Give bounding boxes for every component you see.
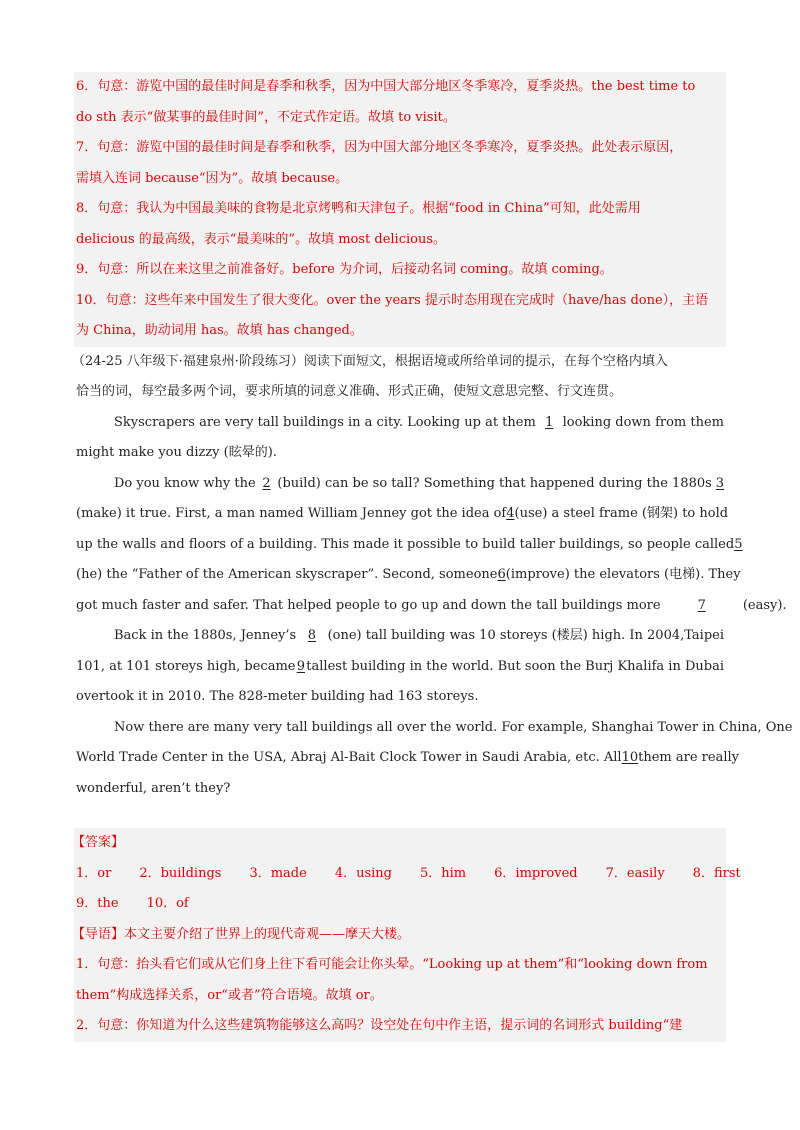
passage-p1-line-2: might make you dizzy (眩晕的). [76,445,277,460]
passage-p2-line-5: got much faster and safer. That helped people to go up and down the tall buildings more 7 (easy). [76,591,724,622]
passage [76,408,793,805]
answer-7: 7．easily [605,865,665,881]
passage-p2-line-1: Do you know why the 2 (build) can be so tall? Something that happened during the 1880s 3 [76,469,724,500]
blank-8: 8 [307,628,317,643]
exp-10-line-2: 为 China，助动词用 has。故填 has changed。 [76,323,363,338]
exp-1-line-2: them”构成选择关系，or“或者”符合语境。故填 or。 [76,987,383,1003]
passage-p1-line-1: Skyscrapers are very tall buildings in a city. Looking up at them 1 looking down from them [76,408,724,439]
answer-8: 8．first [692,865,741,881]
exp-1-line-1: 1．句意：抬头看它们或从它们身上往下看可能会让你头晕。“Looking up at them”和“looking down from [76,957,708,972]
answers-row-1 [76,859,741,890]
blank-1: 1 [545,414,554,430]
blank-2: 2 [262,475,271,491]
intro-line-1: （24-25 八年级下·福建泉州·阶段练习）阅读下面短文，根据语境或所给单词的提示，在每个空格内填入 [72,353,668,369]
passage-p2-line-4: (he) the “Father of the American skyscraper”. Second, someone 6 (improve) the elevators (电梯). They [76,560,724,591]
answer-4: 4．using [334,865,392,881]
intro-line-2: 恰当的词，每空最多两个词，要求所填的词意义准确、形式正确，使短文意思完整、行文连贯。 [76,384,623,399]
answer-3: 3．made [249,865,307,881]
blank-10: 10 [621,750,639,765]
exp-7-line-2: 需填入连词 because“因为”。故填 because。 [76,170,349,186]
guide-text: 【导语】本文主要介绍了世界上的现代奇观——摩天大楼。 [72,926,411,942]
blank-5: 5 [734,536,743,552]
blank-6: 6 [497,567,506,582]
answer-10: 10．of [146,896,189,911]
answer-heading: 【答案】 [72,835,125,850]
blank-7: 7 [697,597,706,613]
blank-9: 9 [296,658,306,674]
passage-p4-line-3: wonderful, aren’t they? [76,780,231,796]
explanation-block-top [74,72,726,347]
document-page [72,72,793,1042]
passage-p3-line-3: overtook it in 2010. The 828-meter building had 163 storeys. [76,689,479,704]
answer-1: 1．or [76,865,112,881]
passage-p4-line-1: Now there are many very tall buildings all over the world. For example, Shanghai Tower in China, One [114,719,793,735]
exp-8-line-1: 8．句意：我认为中国最美味的食物是北京烤鸭和天津包子。根据“food in China”可知，此处需用 [76,201,641,216]
passage-p2-line-2: (make) it true. First, a man named William Jenney got the idea of 4 (use) a steel frame (钢架) to hold [76,499,724,530]
passage-p2-line-3: up the walls and floors of a building. This made it possible to build taller buildings, so people called 5 [76,530,724,561]
exp-7-line-1: 7．句意：游览中国的最佳时间是春季和秋季，因为中国大部分地区冬季寒冷，夏季炎热。此处表示原因， [76,140,683,155]
passage-p4-line-2: World Trade Center in the USA, Abraj Al-Bait Clock Tower in Saudi Arabia, etc. All 10 them are really [76,743,724,774]
exp-6-line-2: do sth 表示“做某事的最佳时间”，不定式作定语。故填 to visit。 [76,109,456,125]
blank-4: 4 [506,506,515,521]
exp-8-line-2: delicious 的最高级，表示“最美味的”。故填 most delicious。 [76,231,447,247]
question-intro [72,347,724,408]
exp-10-line-1: 10．句意：这些年来中国发生了很大变化。over the years 提示时态用现在完成时（have/has done），主语 [76,292,709,308]
answer-5: 5．him [420,865,467,881]
answer-block [72,828,741,1042]
answer-6: 6．improved [494,865,578,881]
exp-6-line-1: 6．句意：游览中国的最佳时间是春季和秋季，因为中国大部分地区冬季寒冷，夏季炎热。the best time to [76,79,696,94]
exp-9-line-1: 9．句意：所以在来这里之前准备好。before 为介词，后接动名词 coming。故填 coming。 [76,262,613,277]
exp-2-line-1: 2．句意：你知道为什么这些建筑物能够这么高吗？设空处在句中作主语，提示词的名词形式 building“建 [76,1018,683,1033]
answer-2: 2．buildings [139,865,222,881]
passage-p3-line-2: 101, at 101 storeys high, became 9 tallest building in the world. But soon the Burj Khalifa in Dubai [76,652,724,683]
answers-row-2 [76,889,724,920]
answer-9: 9．the [76,896,119,911]
passage-p3-line-1: Back in the 1880s, Jenney’s 8 (one) tall building was 10 storeys (楼层) high. In 2004,Taipei [76,621,724,652]
blank-3: 3 [715,475,724,491]
